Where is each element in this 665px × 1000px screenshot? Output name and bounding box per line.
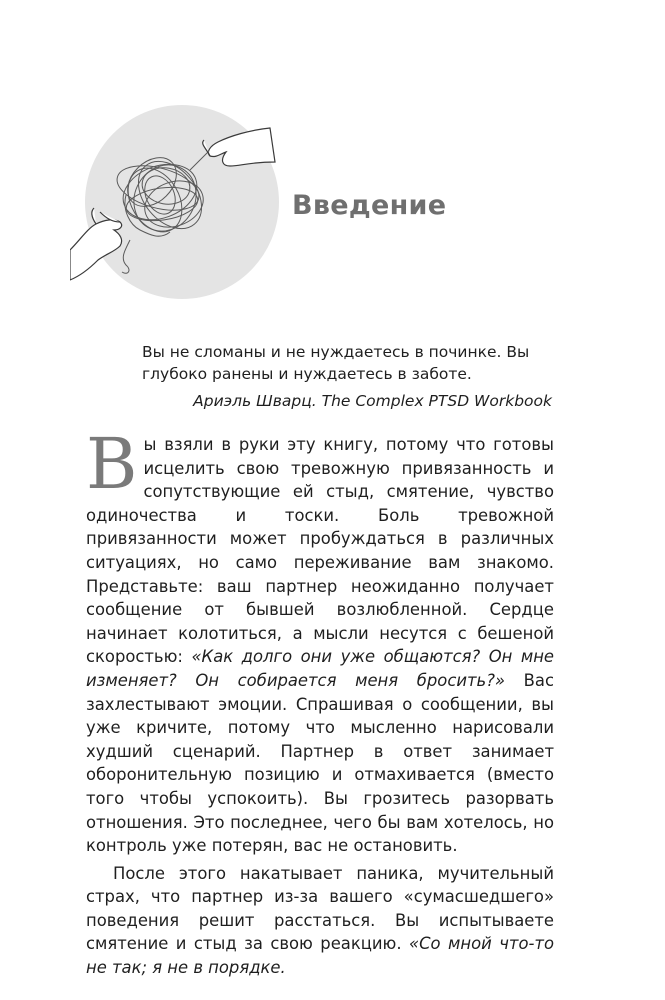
epigraph [142, 341, 552, 412]
chapter-title: Введение [292, 190, 447, 221]
epigraph-text: Вы не сломаны и не нуждаетесь в починке. Вы глубоко ранены и нуждаетесь в заботе. [142, 343, 530, 383]
tangled-thread-hands-illustration [70, 100, 280, 310]
paragraph-2-quote: «Со мной что-то не так; я не в порядке. [86, 934, 554, 978]
body-text [86, 423, 554, 980]
paragraph-1-text-a: ы взяли в руки эту книгу, потому что готовы исцелить свою тревожную привязанность и сопутствующие ей стыд, смятение, чувство одиночества и тоски. Боль тревожной привязанности может пробуждаться в различных ситуациях, но само переживание вам знакомо. Представьте: ваш партнер неожиданно получает сообщение от бывшей возлюбленной. Сердце начинает колотиться, а мысли несутся с бешеной скоростью: [86, 435, 554, 667]
drop-cap: В [86, 423, 138, 505]
epigraph-source: Ариэль Шварц. The Complex PTSD Workbook [193, 392, 552, 410]
paragraph-2-text: После этого накатывает паника, мучительный страх, что партнер из-за вашего «сумасшедшего» поведения решит расстаться. Вы испытываете смятение и стыд за свою реакцию. [86, 863, 554, 954]
paragraph-1-quote: «Как долго они уже общаются? Он мне изменяет? Он собирается меня бросить?» [86, 647, 554, 690]
paragraph-1 [86, 423, 554, 858]
paragraph-2 [86, 862, 554, 980]
paragraph-1-text-b: Вас захлестывают эмоции. Спрашивая о сообщении, вы уже кричите, потому что мысленно нарисовали худший сценарий. Партнер в ответ занимает оборонительную позицию и отмахивается (вместо того чтобы успокоить). Вы грозитесь разорвать отношения. Это последнее, чего бы вам хотелось, но контроль уже потерян, вас не остановить. [86, 670, 554, 856]
